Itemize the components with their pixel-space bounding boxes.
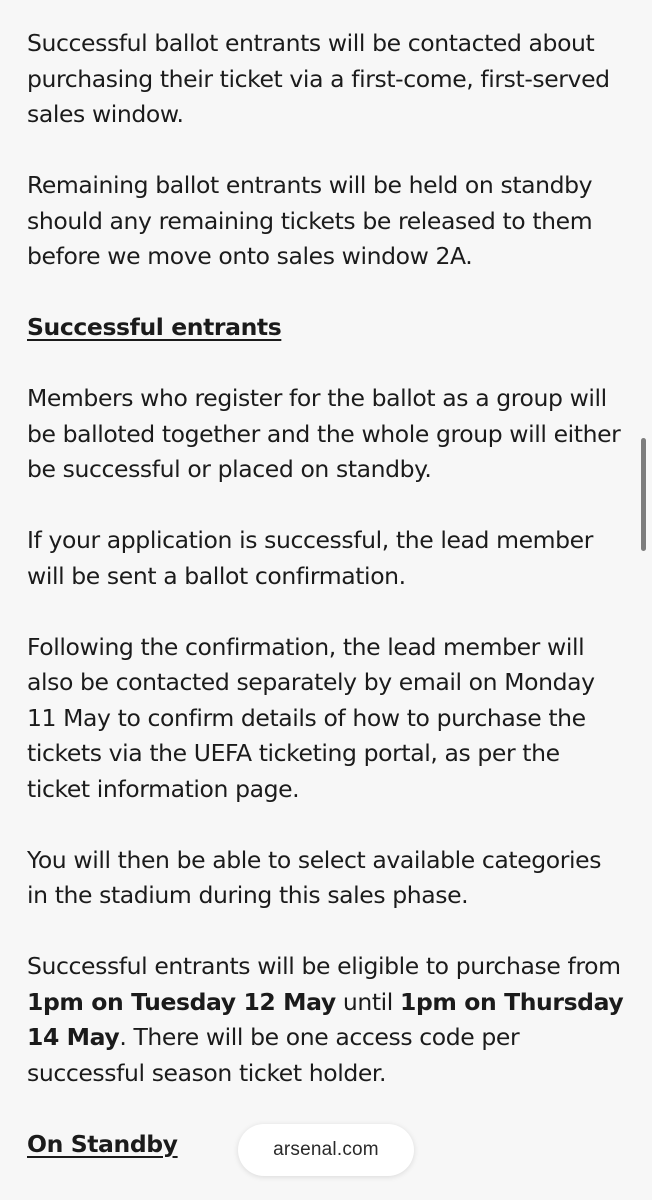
heading-on-standby: On Standby [27,1129,178,1158]
purchase-window-end: 1pm on Thursday 14 May [27,987,624,1051]
paragraph-standby-info: Remaining ballot entrants will be held on standby should any remaining tickets be released to them before we move onto sales window 2A. [27,171,593,270]
address-bar-pill[interactable] [238,1124,414,1176]
url-label: arsenal.com [273,1139,379,1160]
paragraph-email-contact: Following the confirmation, the lead member will also be contacted separately by email on Monday 11 May to confirm details of how to purchase the tickets via the UEFA ticketing portal, as per the ticket information page. [27,632,595,803]
purchase-window-text-2: until [335,987,400,1016]
paragraph-group-ballot: Members who register for the ballot as a group will be balloted together and the whole group will either be successful or placed on standby. [27,384,621,483]
paragraph-purchase-window [27,949,627,1091]
paragraph-select-categories: You will then be able to select available categories in the stadium during this sales phase. [27,845,602,909]
article-body [27,26,627,1198]
heading-successful-entrants: Successful entrants [27,313,282,341]
purchase-window-text-1: Successful entrants will be eligible to purchase from [27,952,621,980]
scrollbar-thumb[interactable] [641,438,646,551]
paragraph-ballot-contact: Successful ballot entrants will be contacted about purchasing their ticket via a first-come, first-served sales window. [27,29,610,128]
paragraph-lead-member-confirmation: If your application is successful, the lead member will be sent a ballot confirmation. [27,526,593,590]
purchase-window-text-3: . There will be one access code per successful season ticket holder. [27,1023,520,1087]
purchase-window-start: 1pm on Tuesday 12 May [27,987,336,1016]
